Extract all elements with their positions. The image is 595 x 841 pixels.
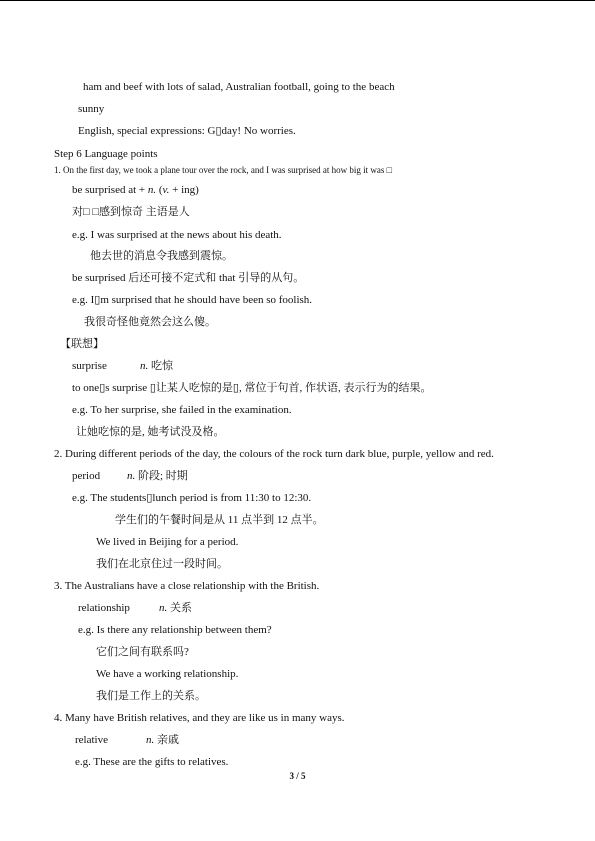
- example-5: We lived in Beijing for a period.: [96, 536, 239, 548]
- translation-1: 他去世的消息令我感到震惊。: [90, 250, 233, 262]
- example-7: We have a working relationship.: [96, 668, 239, 680]
- translation-4: 学生们的午餐时间是从 11 点半到 12 点半。: [115, 514, 324, 526]
- example-4: e.g. The students▯lunch period is from 11:30 to 12:30.: [72, 492, 312, 504]
- top-rule: [0, 0, 595, 1]
- note-infinitive: be surprised 后还可接不定式和 that 引导的从句。: [72, 272, 305, 284]
- word-period: period: [72, 470, 101, 482]
- definition-relative: n. 亲戚: [146, 734, 179, 746]
- note-subject-person: 对□ □感到惊奇 主语是人: [72, 206, 190, 218]
- association-heading: 【联想】: [60, 338, 104, 350]
- example-6: e.g. Is there any relationship between them?: [78, 624, 272, 636]
- definition-relationship: n. 关系: [159, 602, 192, 614]
- example-3: e.g. To her surprise, she failed in the examination.: [72, 404, 292, 416]
- definition-surprise: n. 吃惊: [140, 360, 173, 372]
- translation-7: 我们是工作上的关系。: [96, 690, 206, 702]
- text-line-language: English, special expressions: G▯day! No worries.: [78, 125, 296, 137]
- phrase-be-surprised-at: be surprised at + n. (v. + ing): [72, 184, 199, 196]
- sentence-4: 4. Many have British relatives, and they are like us in many ways.: [54, 712, 345, 724]
- text-line-food: ham and beef with lots of salad, Australian football, going to the beach: [83, 81, 395, 93]
- page-number: 3 / 5: [289, 771, 306, 781]
- translation-3: 让她吃惊的是, 她考试没及格。: [76, 426, 225, 438]
- example-1: e.g. I was surprised at the news about his death.: [72, 229, 282, 241]
- translation-6: 它们之间有联系吗?: [96, 646, 189, 658]
- sentence-3: 3. The Australians have a close relationship with the British.: [54, 580, 320, 592]
- word-surprise: surprise: [72, 360, 107, 372]
- example-2: e.g. I▯m surprised that he should have been so foolish.: [72, 294, 313, 306]
- word-relationship: relationship: [78, 602, 130, 614]
- example-8: e.g. These are the gifts to relatives.: [75, 756, 229, 768]
- word-relative: relative: [75, 734, 108, 746]
- section-heading: Step 6 Language points: [54, 148, 158, 160]
- text-line-weather: sunny: [78, 103, 105, 115]
- translation-2: 我很奇怪他竟然会这么傻。: [84, 316, 216, 328]
- sentence-2: 2. During different periods of the day, the colours of the rock turn dark blue, purple, yellow and red.: [54, 448, 494, 460]
- translation-5: 我们在北京住过一段时间。: [96, 558, 228, 570]
- definition-period: n. 阶段; 时期: [127, 470, 188, 482]
- phrase-to-ones-surprise: to one▯s surprise ▯让某人吃惊的是▯, 常位于句首, 作状语, 表示行为的结果。: [72, 382, 432, 394]
- sentence-1: 1. On the first day, we took a plane tour over the rock, and I was surprised at how big it was □: [54, 165, 393, 175]
